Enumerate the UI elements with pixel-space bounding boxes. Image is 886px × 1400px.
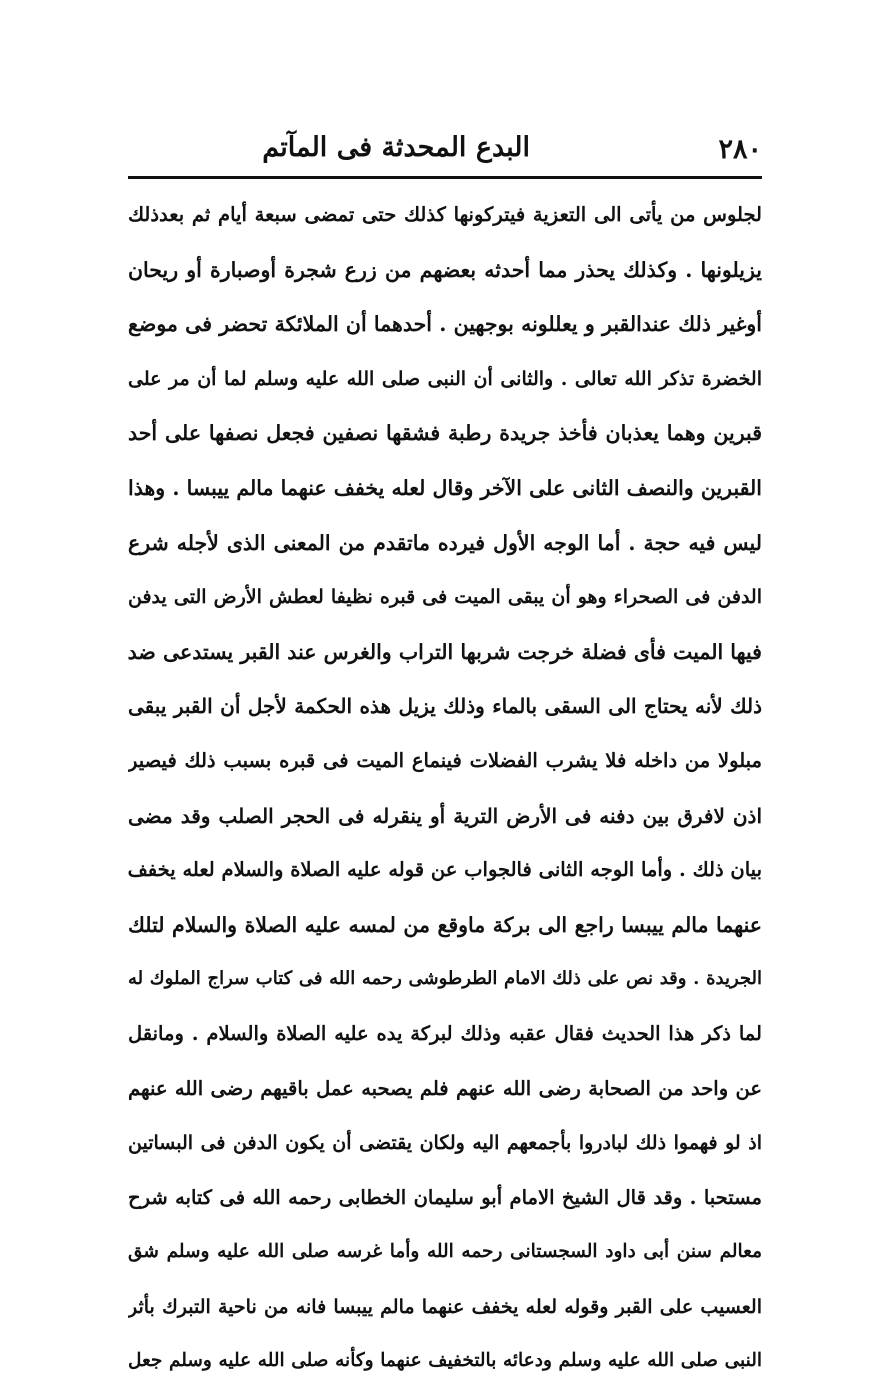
text-line: الخضرة تذكر الله تعالى . والثانى أن النبى صلى الله عليه وسلم لما أن مر على xyxy=(128,367,762,390)
text-line: مبلولا من داخله فلا يشرب الفضلات فينماع الميت فى قبره بسبب ذلك فيصير xyxy=(128,748,762,772)
text-line: ليس فيه حجة . أما الوجه الأول فيرده ماتقدم من المعنى الذى لأجله شرع xyxy=(128,530,762,555)
text-line: الدفن فى الصحراء وهو أن يبقى الميت فى قبره نظيفا لعطش الأرض التى يدفن xyxy=(128,586,762,609)
text-line: يزيلونها . وكذلك يحذر مما أحدثه بعضهم من زرع شجرة أوصبارة أو ريحان xyxy=(128,257,762,282)
text-line: ذلك لأنه يحتاج الى السقى بالماء وذلك يزيل هذه الحكمة لأجل أن القبر يبقى xyxy=(128,694,762,719)
text-line: فيها الميت فأى فضلة خرجت شربها التراب والغرس عند القبر يستدعى ضد xyxy=(128,639,762,664)
body-text xyxy=(128,188,762,1389)
page-header xyxy=(128,128,762,178)
text-line: النبى صلى الله عليه وسلم ودعائه بالتخفيف عنهما وكأنه صلى الله عليه وسلم جعل xyxy=(128,1350,762,1372)
header-rule xyxy=(128,176,762,179)
text-line: عن واحد من الصحابة رضى الله عنهم فلم يصحبه عمل باقيهم رضى الله عنهم xyxy=(128,1076,762,1100)
text-line: اذ لو فهموا ذلك لبادروا بأجمعهم اليه ولكان يقتضى أن يكون الدفن فى البساتين xyxy=(128,1132,762,1155)
text-line: معالم سنن أبى داود السجستانى رحمه الله وأما غرسه صلى الله عليه وسلم شق xyxy=(128,1241,762,1263)
text-line: قبرين وهما يعذبان فأخذ جريدة رطبة فشقها نصفين فجعل نصفها على أحد xyxy=(128,421,762,446)
page-number: ٢٨٠ xyxy=(718,134,762,165)
text-line: اذن لافرق بين دفنه فى الأرض الترية أو ينقرله فى الحجر الصلب وقد مضى xyxy=(128,803,762,828)
text-line: القبرين والنصف الثانى على الآخر وقال لعله يخفف عنهما مالم ييبسا . وهذا xyxy=(128,475,762,500)
text-line: الجريدة . وقد نص على ذلك الامام الطرطوشى رحمه الله فى كتاب سراج الملوك له xyxy=(128,968,762,990)
text-line: مستحبا . وقد قال الشيخ الامام أبو سليمان الخطابى رحمه الله فى كتابه شرح xyxy=(128,1185,762,1209)
text-line: أوغير ذلك عندالقبر و يعللونه بوجهين . أحدهما أن الملائكة تحضر فى موضع xyxy=(128,312,762,337)
text-line: لجلوس من يأتى الى التعزية فيتركونها كذلك حتى تمضى سبعة أيام ثم بعدذلك xyxy=(128,203,762,226)
running-title: البدع المحدثة فى المآتم xyxy=(262,132,530,163)
text-line: بيان ذلك . وأما الوجه الثانى فالجواب عن قوله عليه الصلاة والسلام لعله يخفف xyxy=(128,858,762,882)
text-line: عنهما مالم ييبسا راجع الى بركة ماوقع من لمسه عليه الصلاة والسلام لتلك xyxy=(128,912,762,937)
text-line: العسيب على القبر وقوله لعله يخفف عنهما مالم ييبسا فانه من ناحية التبرك بأثر xyxy=(128,1295,762,1318)
text-line: لما ذكر هذا الحديث فقال عقبه وذلك لبركة يده عليه الصلاة والسلام . ومانقل xyxy=(128,1021,762,1045)
